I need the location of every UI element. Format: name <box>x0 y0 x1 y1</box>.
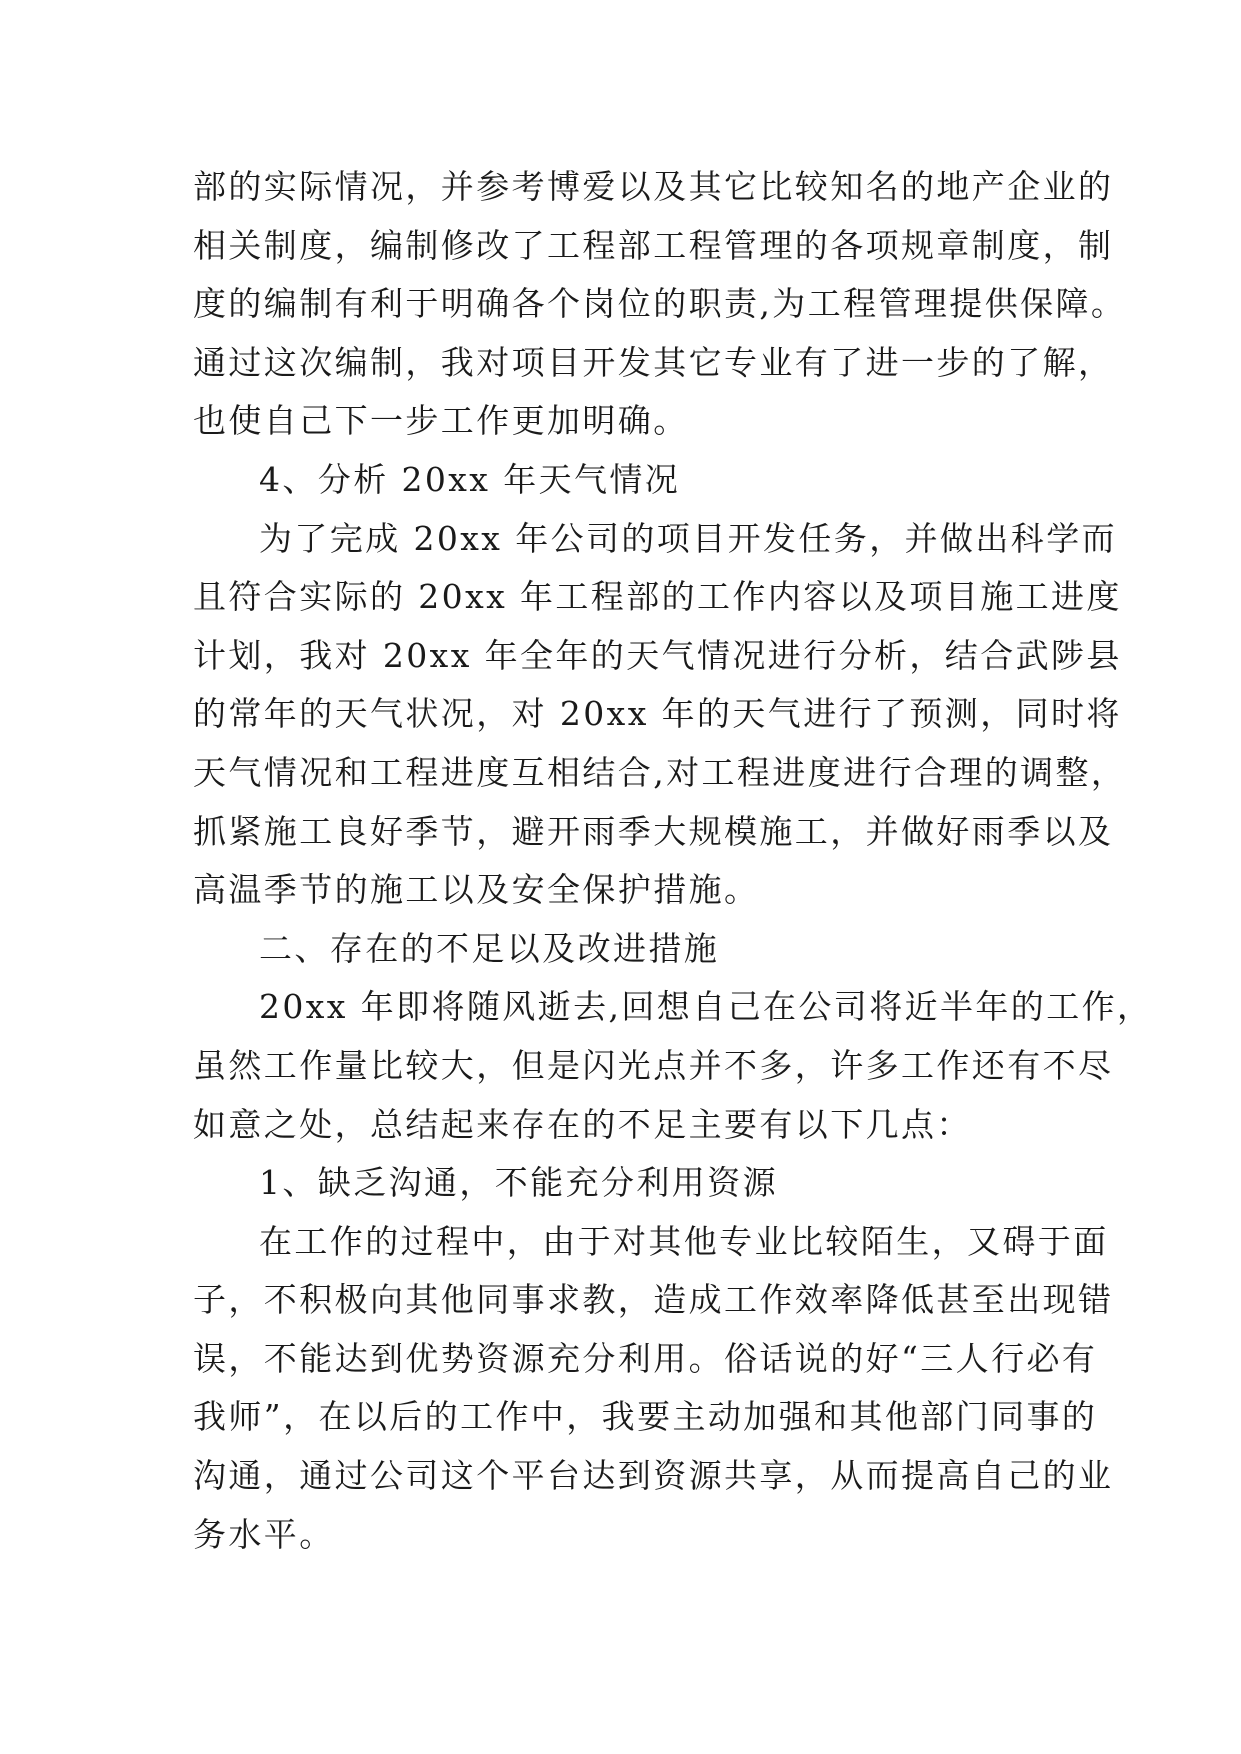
text-line: 相关制度，编制修改了工程部工程管理的各项规章制度，制 <box>193 225 1114 265</box>
text-line: 务水平。 <box>193 1514 335 1554</box>
text-line: 部的实际情况，并参考博爱以及其它比较知名的地产企业的 <box>193 167 1114 206</box>
text-line: 二、存在的不足以及改进措施 <box>259 928 720 968</box>
text-line: 天气情况和工程进度互相结合,对工程进度进行合理的调整， <box>193 752 1127 792</box>
text-line: 高温季节的施工以及安全保护措施。 <box>193 870 760 910</box>
text-line: 20xx 年即将随风逝去,回想自己在公司将近半年的工作， <box>259 987 1153 1027</box>
text-line: 在工作的过程中，由于对其他专业比较陌生，又碍于面 <box>259 1221 1109 1261</box>
text-line: 也使自己下一步工作更加明确。 <box>193 401 689 441</box>
text-line: 我师”，在以后的工作中，我要主动加强和其他部门同事的 <box>193 1397 1098 1437</box>
text-line: 的常年的天气状况，对 20xx 年的天气进行了预测，同时将 <box>193 694 1122 734</box>
text-line: 误，不能达到优势资源充分利用。俗话说的好“三人行必有 <box>193 1338 1098 1378</box>
document-body <box>193 158 1153 1564</box>
text-line: 且符合实际的 20xx 年工程部的工作内容以及项目施工进度 <box>193 577 1122 617</box>
text-line: 度的编制有利于明确各个岗位的职责,为工程管理提供保障。 <box>193 284 1127 324</box>
text-line: 为了完成 20xx 年公司的项目开发任务，并做出科学而 <box>259 518 1117 558</box>
text-line: 沟通，通过公司这个平台达到资源共享，从而提高自己的业 <box>193 1456 1114 1496</box>
text-line: 1、缺乏沟通，不能充分利用资源 <box>259 1163 778 1203</box>
text-line: 如意之处，总结起来存在的不足主要有以下几点： <box>193 1104 972 1144</box>
text-line: 4、分析 20xx 年天气情况 <box>259 459 681 499</box>
text-line: 通过这次编制，我对项目开发其它专业有了进一步的了解， <box>193 342 1114 382</box>
text-line: 抓紧施工良好季节，避开雨季大规模施工，并做好雨季以及 <box>193 811 1114 851</box>
text-line: 计划，我对 20xx 年全年的天气情况进行分析，结合武陟县 <box>193 635 1122 675</box>
text-line: 虽然工作量比较大，但是闪光点并不多，许多工作还有不尽 <box>193 1045 1114 1085</box>
text-line: 子，不积极向其他同事求教，造成工作效率降低甚至出现错 <box>193 1280 1114 1320</box>
